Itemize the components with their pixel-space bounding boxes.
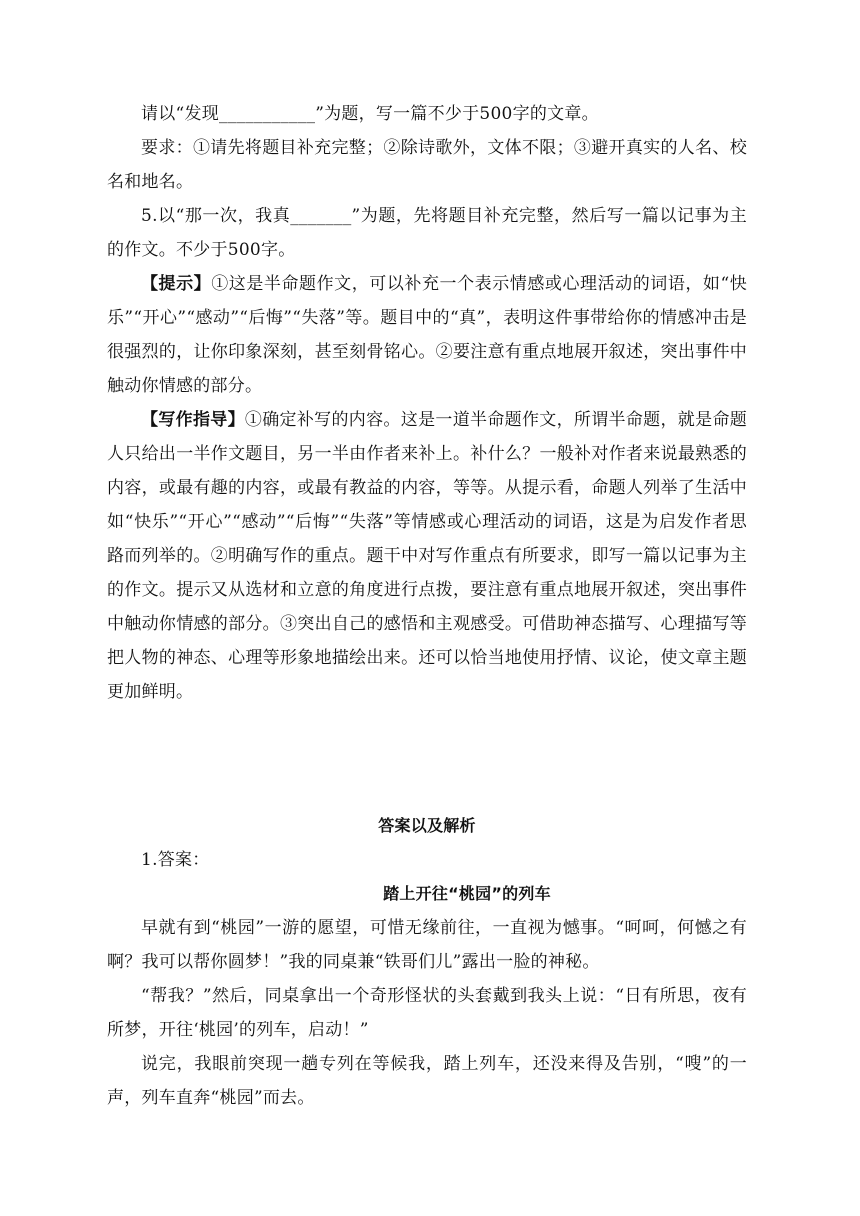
essay-prompt: 请以“发现___________”为题，写一篇不少于500字的文章。 [141, 104, 599, 124]
answers-heading: 答案以及解析 [378, 816, 476, 835]
section-spacer [107, 709, 747, 809]
document-body [107, 97, 747, 1115]
essay-paragraph: 说完，我眼前突现一趟专列在等候我，踏上列车，还没来得及告别，“嗖”的一声，列车直奔“桃园”而去。 [107, 1054, 747, 1108]
writing-guide-paragraph [107, 403, 747, 709]
hint-label: 【提示】 [141, 274, 212, 294]
writing-guide-text: ①确定补写的内容。这是一道半命题作文，所谓半命题，就是命题人只给出一半作文题目，另一半由作者来补上。补什么？一般补对作者来说最熟悉的内容，或最有趣的内容，或最有教益的内容，等等。从提示看，命题人列举了生活中如“快乐”“开心”“感动”“后悔”“失落”等情感或心理活动的词语，这是为启发作者思路而列举的。②明确写作的重点。题干中对写作重点有所要求，即写一篇以记事为主的作文。提示又从选材和立意的角度进行点拨，要注意有重点地展开叙述，突出事件中触动你情感的部分。③突出自己的感悟和主观感受。可借助神态描写、心理描写等把人物的神态、心理等形象地描绘出来。还可以恰当地使用抒情、议论，使文章主题更加鲜明。 [107, 410, 748, 702]
writing-guide-label: 【写作指导】 [141, 410, 245, 430]
essay-requirements: 要求：①请先将题目补充完整；②除诗歌外，文体不限；③避开真实的人名、校名和地名。 [107, 138, 747, 192]
essay-paragraph: 早就有到“桃园”一游的愿望，可惜无缘前往，一直视为憾事。“呵呵，何憾之有啊？我可以帮你圆梦！”我的同桌兼“铁哥们儿”露出一脸的神秘。 [107, 918, 747, 972]
essay-paragraph: “帮我？”然后，同桌拿出一个奇形怪状的头套戴到我头上说：“日有所思，夜有所梦，开往‘桃园’的列车，启动！” [107, 986, 747, 1040]
question-5-stem: 5.以“那一次，我真_______”为题，先将题目补充完整，然后写一篇以记事为主的作文。不少于500字。 [107, 206, 747, 260]
hint-text: ①这是半命题作文，可以补充一个表示情感或心理活动的词语，如“快乐”“开心”“感动”“后悔”“失落”等。题目中的“真”，表明这件事带给你的情感冲击是很强烈的，让你印象深刻，甚至刻骨铭心。②要注意有重点地展开叙述，突出事件中触动你情感的部分。 [107, 274, 747, 396]
essay-title: 踏上开往“桃园”的列车 [383, 884, 551, 903]
answer-1-label: 1.答案： [141, 850, 210, 870]
hint-paragraph [107, 267, 747, 403]
